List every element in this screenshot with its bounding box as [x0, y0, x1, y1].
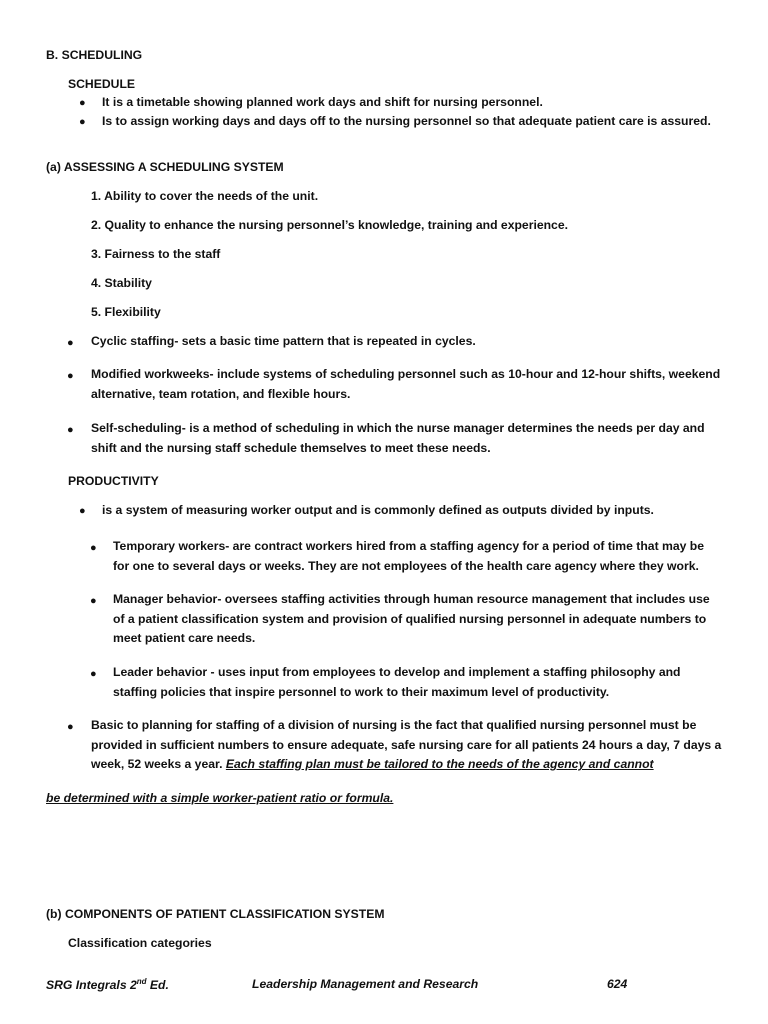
components-label: COMPONENTS OF PATIENT CLASSIFICATION SYSTEM [61, 907, 385, 921]
footer-book-sup: nd [136, 977, 147, 986]
term: Modified workweeks [91, 367, 210, 381]
bullet-icon: ● [79, 505, 86, 517]
productivity-sub-bullet [113, 663, 723, 702]
footer-book: SRG Integrals 2 [46, 978, 137, 993]
section-marker: (a) [46, 160, 61, 174]
basis-text: Basic to planning for staffing of a division of nursing is the fact that qualified nursing personnel must be provided in sufficient numbers to ensure adequate, safe nursing care for all patients 24 hours a day, 7 days a week, 52 weeks a year. [91, 718, 722, 771]
term: Self-scheduling [91, 421, 182, 435]
productivity-definition: is a system of measuring worker output and is commonly defined as outputs divided by inputs. [102, 503, 654, 517]
criteria-item: 1. Ability to cover the needs of the unit. [91, 189, 319, 203]
staffing-bullet [91, 332, 731, 352]
criteria-item: 4. Stability [91, 276, 152, 290]
definition: - uses input from employees to develop and implement a staffing philosophy and staffing policies that inspire personnel to work to their maximum level of productivity. [113, 665, 681, 699]
footer-book-title [46, 977, 169, 994]
section-heading: B. SCHEDULING [46, 48, 143, 62]
staffing-bullet [91, 419, 731, 458]
assessing-label: ASSESSING A SCHEDULING SYSTEM [60, 160, 284, 174]
definition: - sets a basic time pattern that is repeated in cycles. [174, 334, 476, 348]
footer-book-suffix: Ed. [146, 978, 169, 993]
emphasis-continuation: be determined with a simple worker-patient ratio or formula. [46, 791, 394, 805]
definition: - oversees staffing activities through human resource management that includes use of a patient classification system and provision of qualified nursing personnel in adequate numbers to meet patient care needs. [113, 592, 710, 645]
term: Manager behavior [113, 592, 218, 606]
schedule-bullet-text: It is a timetable showing planned work days and shift for nursing personnel. [102, 95, 543, 109]
bullet-icon: ● [67, 370, 74, 382]
schedule-bullet-text: Is to assign working days and days off to the nursing personnel so that adequate patient care is assured. [102, 114, 711, 128]
bullet-icon: ● [67, 721, 74, 733]
section-marker: (b) [46, 907, 62, 921]
productivity-label: PRODUCTIVITY [68, 474, 159, 488]
criteria-item: 2. Quality to enhance the nursing personnel’s knowledge, training and experience. [91, 218, 568, 232]
bullet-icon: ● [67, 424, 74, 436]
classification-subheading: Classification categories [68, 936, 212, 950]
bullet-icon: ● [90, 595, 97, 607]
schedule-label: SCHEDULE [68, 77, 136, 91]
criteria-item: 5. Flexibility [91, 305, 161, 319]
productivity-sub-bullet [113, 537, 723, 576]
bullet-icon: ● [79, 97, 86, 109]
criteria-item: 3. Fairness to the staff [91, 247, 221, 261]
staffing-basis-paragraph [91, 716, 736, 775]
staffing-bullet [91, 365, 731, 404]
term: Leader behavior [113, 665, 208, 679]
bullet-icon: ● [79, 116, 86, 128]
components-heading [46, 907, 385, 923]
term: Cyclic staffing [91, 334, 175, 348]
bullet-icon: ● [90, 542, 97, 554]
term: Temporary workers [113, 539, 226, 553]
footer-subject: Leadership Management and Research [252, 977, 479, 991]
definition: - are contract workers hired from a staffing agency for a period of time that may be for one to several days or weeks. They are not employees of the health care agency where they work. [113, 539, 705, 573]
page-number: 624 [607, 977, 628, 991]
productivity-sub-bullet [113, 590, 723, 649]
assessing-heading [46, 160, 284, 176]
bullet-icon: ● [90, 668, 97, 680]
emphasis-text: Each staffing plan must be tailored to the needs of the agency and cannot [225, 757, 654, 771]
definition: - is a method of scheduling in which the nurse manager determines the needs per day and shift and the nursing staff schedule themselves to meet these needs. [91, 421, 705, 455]
bullet-icon: ● [67, 337, 74, 349]
definition: - include systems of scheduling personnel such as 10-hour and 12-hour shifts, weekend alternative, team rotation, and flexible hours. [91, 367, 721, 401]
